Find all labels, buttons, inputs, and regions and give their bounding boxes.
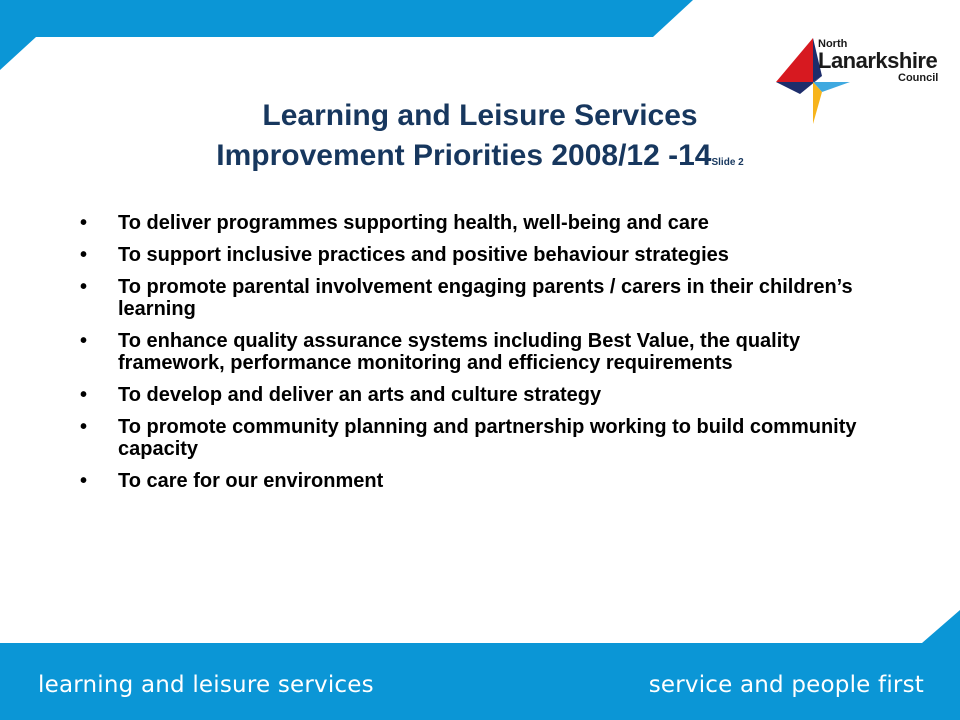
list-item <box>80 470 880 492</box>
bullet-icon: • <box>80 384 88 406</box>
list-item-text: To develop and deliver an arts and culture strategy <box>118 384 602 406</box>
list-item-text: To care for our environment <box>118 470 384 492</box>
logo-wordmark <box>818 38 938 84</box>
footer-left-text: learning and leisure services <box>38 672 374 698</box>
footer-tagline: service and people first <box>648 672 924 698</box>
bullet-icon: • <box>80 416 88 438</box>
logo-north: North <box>818 38 848 50</box>
title-line-2-text: Improvement Priorities 2008/12 -14 <box>216 139 712 172</box>
title-line-1: Learning and Leisure Services <box>262 99 698 132</box>
list-item-text: To promote community planning and partnership working to build community capacity <box>118 416 857 460</box>
list-item <box>80 212 880 234</box>
bullet-icon: • <box>80 212 88 234</box>
bullet-icon: • <box>80 244 88 266</box>
list-item-text: To deliver programmes supporting health, well-being and care <box>118 212 709 234</box>
logo-council: Council <box>898 72 939 84</box>
list-item <box>80 330 880 374</box>
title-line-2 <box>100 136 860 183</box>
list-item-text: To support inclusive practices and positive behaviour strategies <box>118 244 729 266</box>
bullet-icon: • <box>80 276 88 298</box>
list-item <box>80 276 880 320</box>
slide-title <box>100 96 860 183</box>
list-item <box>80 244 880 266</box>
bullet-icon: • <box>80 470 88 492</box>
priorities-list <box>80 212 880 502</box>
slide-number: Slide 2 <box>711 157 744 168</box>
bottom-banner <box>0 610 960 720</box>
list-item-text: To enhance quality assurance systems including Best Value, the quality framework, performance monitoring and efficiency requirements <box>118 330 801 374</box>
logo-lanarkshire: Lanarkshire <box>818 48 938 73</box>
bullet-icon: • <box>80 330 88 352</box>
list-item <box>80 416 880 460</box>
list-item <box>80 384 880 406</box>
list-item-text: To promote parental involvement engaging parents / carers in their children’s learning <box>118 276 853 320</box>
